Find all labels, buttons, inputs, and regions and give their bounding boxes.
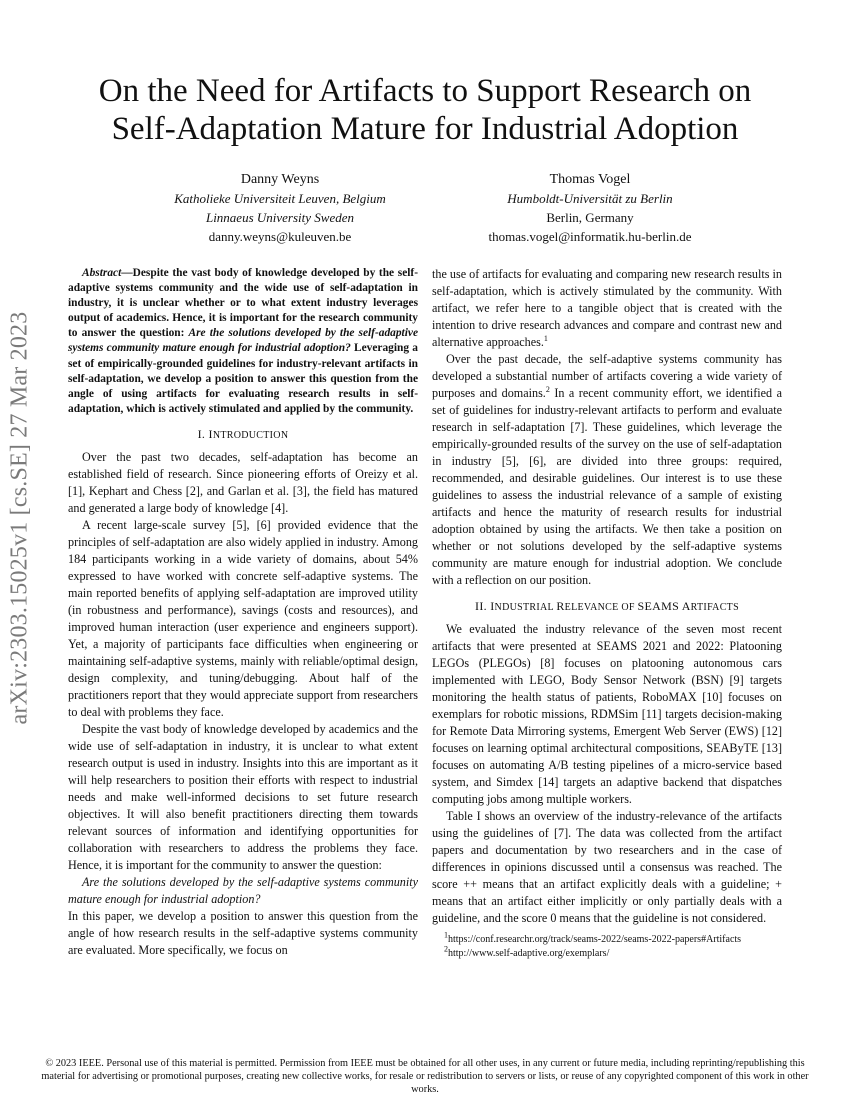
- abstract-text-2: Leveraging a set of empirically-grounded guidelines for industry-relevant artifacts in self-adaptation, we develop a position to answer this question from the angle of using artifacts for evaluating research results in self-adaptation, which is actively stimulated and applied by the community.: [68, 342, 418, 415]
- paragraph: A recent large-scale survey [5], [6] provided evidence that the principles of self-adaptation are also widely applied in industry. Among 184 participants working in a wide variety of domains, about 54% expressed to have worked with concrete self-adaptive systems. The main reported benefits of applying self-adaptation are improved utility (in robustness and performance), savings (costs and resources), and improved human interaction (user experience and engineers support). Yet, a majority of participants face difficulties when engineering or maintaining self-adaptive systems, mainly with reliable/optimal design, design complexity, and tuning/debugging. About half of the practitioners report that they would appreciate support from researchers to deal with problems they face.: [68, 517, 418, 719]
- author-affiliation: Katholieke Universiteit Leuven, Belgium: [174, 191, 386, 206]
- author-email: thomas.vogel@informatik.hu-berlin.de: [488, 229, 692, 244]
- paragraph: Table I shows an overview of the industry-relevance of the artifacts using the guidelines of [7]. The data was collected from the artifact papers and documentation by two researchers and in the case of differences in opinions discussed until a consensus was reached. The score ++ means that an artifact explicitly deals with a guideline; + means that an artifact either implicitly or only partially deals with a guideline, and the score 0 means that the guideline is not considered.: [432, 809, 782, 925]
- arxiv-id: arXiv:2303.15025v1 [cs.SE] 27 Mar 2023: [6, 311, 33, 725]
- left-column: [68, 266, 418, 959]
- section-heading-introduction: I. INTRODUCTION: [197, 426, 289, 441]
- paragraph: Over the past decade, the self-adaptive systems community has developed a substantial number of artifacts covering a wide variety of purposes and domains.$^2$ In a recent community effort, we identified a set of guidelines for industry-relevant artifacts to perform and evaluate research in self-adaptation [7]. These guidelines, which leverage the empirically-grounded results of the survey on the use of self-adaptation in industry [5], [6], are divided into three groups: required, recommended, and desirable guidelines. Our interest is to use these guidelines to assess the industrial relevance of a sample of existing artifacts and hence the maturity of research results for industrial adoption obtained by using the artifacts. We then take a position on whether or not solutions developed by the self-adaptive systems community are mature enough for industrial adoption. We conclude with a reflection on our position.: [432, 352, 783, 587]
- author-block-2: [430, 170, 750, 246]
- right-column: [432, 266, 782, 961]
- abstract-question: Are the solutions developed by the self-adaptive systems community mature enough for industrial adoption?: [68, 327, 418, 355]
- footnote-ref: 1: [543, 333, 548, 343]
- footnote: $^2$http://www.self-adaptive.org/exemplars/: [444, 944, 610, 959]
- abstract-label: Abstract: [82, 267, 122, 279]
- paragraph: Over the past two decades, self-adaptation has become an established field of research. Since pioneering efforts of Oreizy et al. [1], Kephart and Chess [2], and Garlan et al. [3], the field has matured and generated a large body of knowledge [4].: [68, 449, 418, 515]
- footnote: $^1$https://conf.researchr.org/track/seams-2022/seams-2022-papers#Artifacts: [444, 930, 742, 945]
- author-email: danny.weyns@kuleuven.be: [208, 229, 352, 244]
- research-question: Are the solutions developed by the self-adaptive systems community mature enough for industrial adoption?: [68, 874, 418, 906]
- footnotes: [444, 930, 782, 961]
- paper-title: [40, 72, 810, 148]
- abstract-text-1: —Despite the vast body of knowledge developed by the self-adaptive systems community and the wide use of self-adaptation in industry, it is unclear whether or to what extent industry leverages output of academics. Hence, it is important for the research community to answer the question:: [68, 267, 418, 340]
- section-heading-industrial-relevance: II. INDUSTRIAL RELEVANCE OF SEAMS ARTIFACTS: [475, 599, 739, 613]
- paragraph: In this paper, we develop a position to answer this question from the angle of how research results in the self-adaptive systems community are evaluated. More specifically, we focus on: [68, 908, 418, 957]
- abstract: [68, 266, 418, 417]
- copyright-notice: © 2023 IEEE. Personal use of this material is permitted. Permission from IEEE must be obtained for all other uses, in any current or future media, including reprinting/republishing this material for advertising or promotional purposes, creating new collective works, for resale or redistribution to servers or lists, or reuse of any copyrighted component of this work in other works.: [41, 1058, 809, 1095]
- paragraph: the use of artifacts for evaluating and comparing new research results in self-adaptation, which is actively stimulated by the community. With artifact, we refer here to a tangible object that is created with the intention to drive research advances and compare and contrast new and alternative approaches.$^1$: [432, 267, 782, 349]
- footnote-ref: 2: [545, 384, 550, 394]
- paragraph: Despite the vast body of knowledge developed by academics and the wide use of self-adaptation in industry, it is unclear to what extent research output is used in industry. Insights into this are important as it will help researchers to position their efforts with respect to industrial needs and make well-informed decisions to set future research objectives. It will also benefit practitioners directing them towards relevant sources of information and identifying opportunities for collaboration with researchers to address the problems they face. Hence, it is important for the community to answer the question:: [68, 721, 418, 872]
- author-affiliation: Humboldt-Universität zu Berlin: [507, 191, 673, 206]
- title-line-1: On the Need for Artifacts to Support Research on: [98, 73, 752, 109]
- author-affiliation: Linnaeus University Sweden: [205, 210, 355, 225]
- paragraph: We evaluated the industry relevance of the seven most recent artifacts that were presented at SEAMS 2021 and 2022: Platooning LEGOs (PLEGOs) [8] focuses on platooning autonomous cars implemented with LEGO, Body Sensor Network (BSN) [9] targets monitoring the health status of patients, RoboMAX [10] focuses on exemplars for robotic missions, RDMSim [11] targets decision-making for Remote Data Mirroring systems, Emergent Web Server (EWS) [12] focuses on learning optimal architectural compositions, SEAByTE [13] focuses on automating A/B testing pipelines of a micro-service based system, and Simdex [14] targets an adaptive backend that dispatches computing jobs among multiple workers.: [432, 622, 782, 806]
- author-affiliation: Berlin, Germany: [546, 210, 634, 225]
- arxiv-stamp: [0, 268, 40, 768]
- title-line-2: Self-Adaptation Mature for Industrial Adoption: [111, 111, 739, 147]
- author-block-1: [130, 170, 430, 246]
- author-name: Thomas Vogel: [549, 172, 631, 187]
- author-name: Danny Weyns: [240, 172, 320, 187]
